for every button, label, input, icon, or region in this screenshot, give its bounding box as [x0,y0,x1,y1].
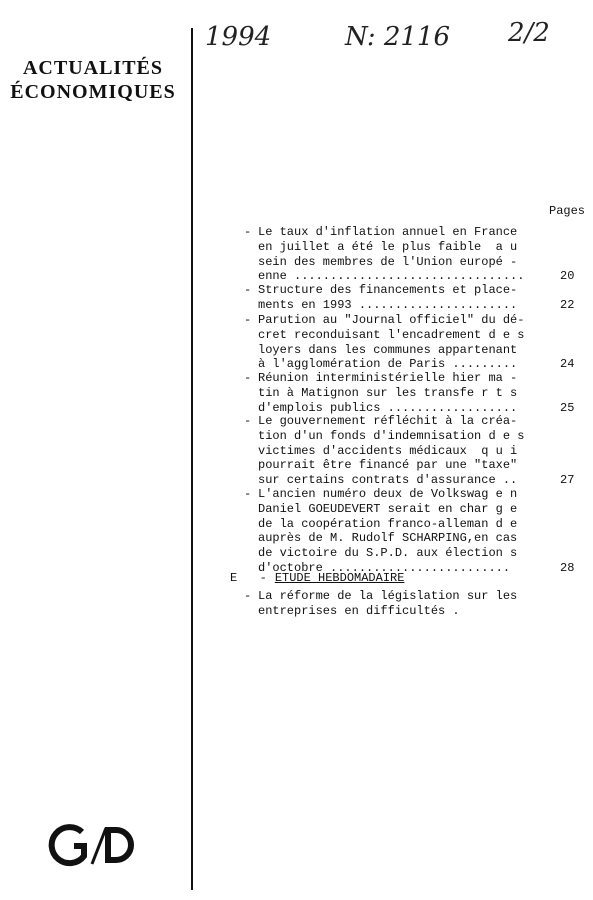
entry-dash: - [244,371,252,385]
entry-text-line: tion d'un fonds d'indemnisation d e s [258,428,525,443]
entry-text-line: L'ancien numéro deux de Volkswag e n [258,487,518,501]
entry-dash: - [244,414,252,428]
entry-dash: - [244,487,252,501]
section-letter: E [230,571,238,585]
entry-text-line: Parution au "Journal officiel" du dé- [258,313,525,327]
entry-text-line: Réunion interministérielle hier ma - [258,371,518,385]
entry-page-number: 22 [560,297,575,312]
entry-text-line: Daniel GOEUDEVERT serait en char g e [258,501,518,516]
entry-text-line: loyers dans les communes appartenant [258,342,518,357]
entry-text-line: tin à Matignon sur les transfe r t s [258,385,518,400]
entry-text-line: d'octobre ......................... [258,561,511,575]
entry-dash: - [244,225,252,239]
entry-text-line: de victoire du S.P.D. aux élection s [258,546,518,561]
publication-title-line2: ÉCONOMIQUES [10,81,176,103]
entry-text-line: auprès de M. Rudolf SCHARPING,en cas [258,531,518,546]
handwritten-part: 2/2 [508,18,550,48]
vertical-divider [191,28,193,890]
entry-text-line: cret reconduisant l'encadrement d e s [258,327,525,342]
entry-text-line: pourrait être financé par une "taxe" [258,458,518,473]
entry-page-number: 20 [560,269,575,284]
entry-page-number: 25 [560,400,575,415]
gd-logo [48,820,148,875]
entry-text-line: Structure des financements et place- [258,283,518,297]
entry-dash: - [244,313,252,327]
section-heading: ETUDE HEBDOMADAIRE [274,571,405,585]
publication-title-line1: ACTUALITÉS [22,57,164,79]
entry-text-line: ments en 1993 ...................... [258,297,518,312]
entry-text-line: Le taux d'inflation annuel en France [258,225,518,239]
section-item-line: entreprises en difficultés . [258,603,460,618]
entry-text-line: en juillet a été le plus faible a u [258,239,518,254]
entry-text-line: sur certains contrats d'assurance .. [258,473,518,488]
handwritten-number: N: 2116 [345,22,451,52]
entry-text-line: à l'agglomération de Paris ......... [258,357,518,372]
entry-text-line: victimes d'accidents médicaux q u i [258,443,518,458]
section-e: E - ETUDE HEBDOMADAIRE [230,571,405,585]
pages-column-header: Pages [549,204,586,218]
entry-text-line: Le gouvernement réfléchit à la créa- [258,414,518,428]
entry-page-number: 27 [560,473,575,488]
entry-text-line: enne ................................ [258,269,525,284]
handwritten-year: 1994 [205,22,272,52]
entry-page-number: 28 [560,561,575,575]
entry-text-line: de la coopération franco-alleman d e [258,516,518,531]
entry-page-number: 24 [560,357,575,372]
gd-logo-mark [48,820,148,870]
section-item-line: La réforme de la législation sur les [258,589,518,603]
entry-text-line: d'emplois publics .................. [258,400,518,415]
entry-dash: - [244,283,252,297]
entry-text-line: sein des membres de l'Union europé - [258,254,518,269]
